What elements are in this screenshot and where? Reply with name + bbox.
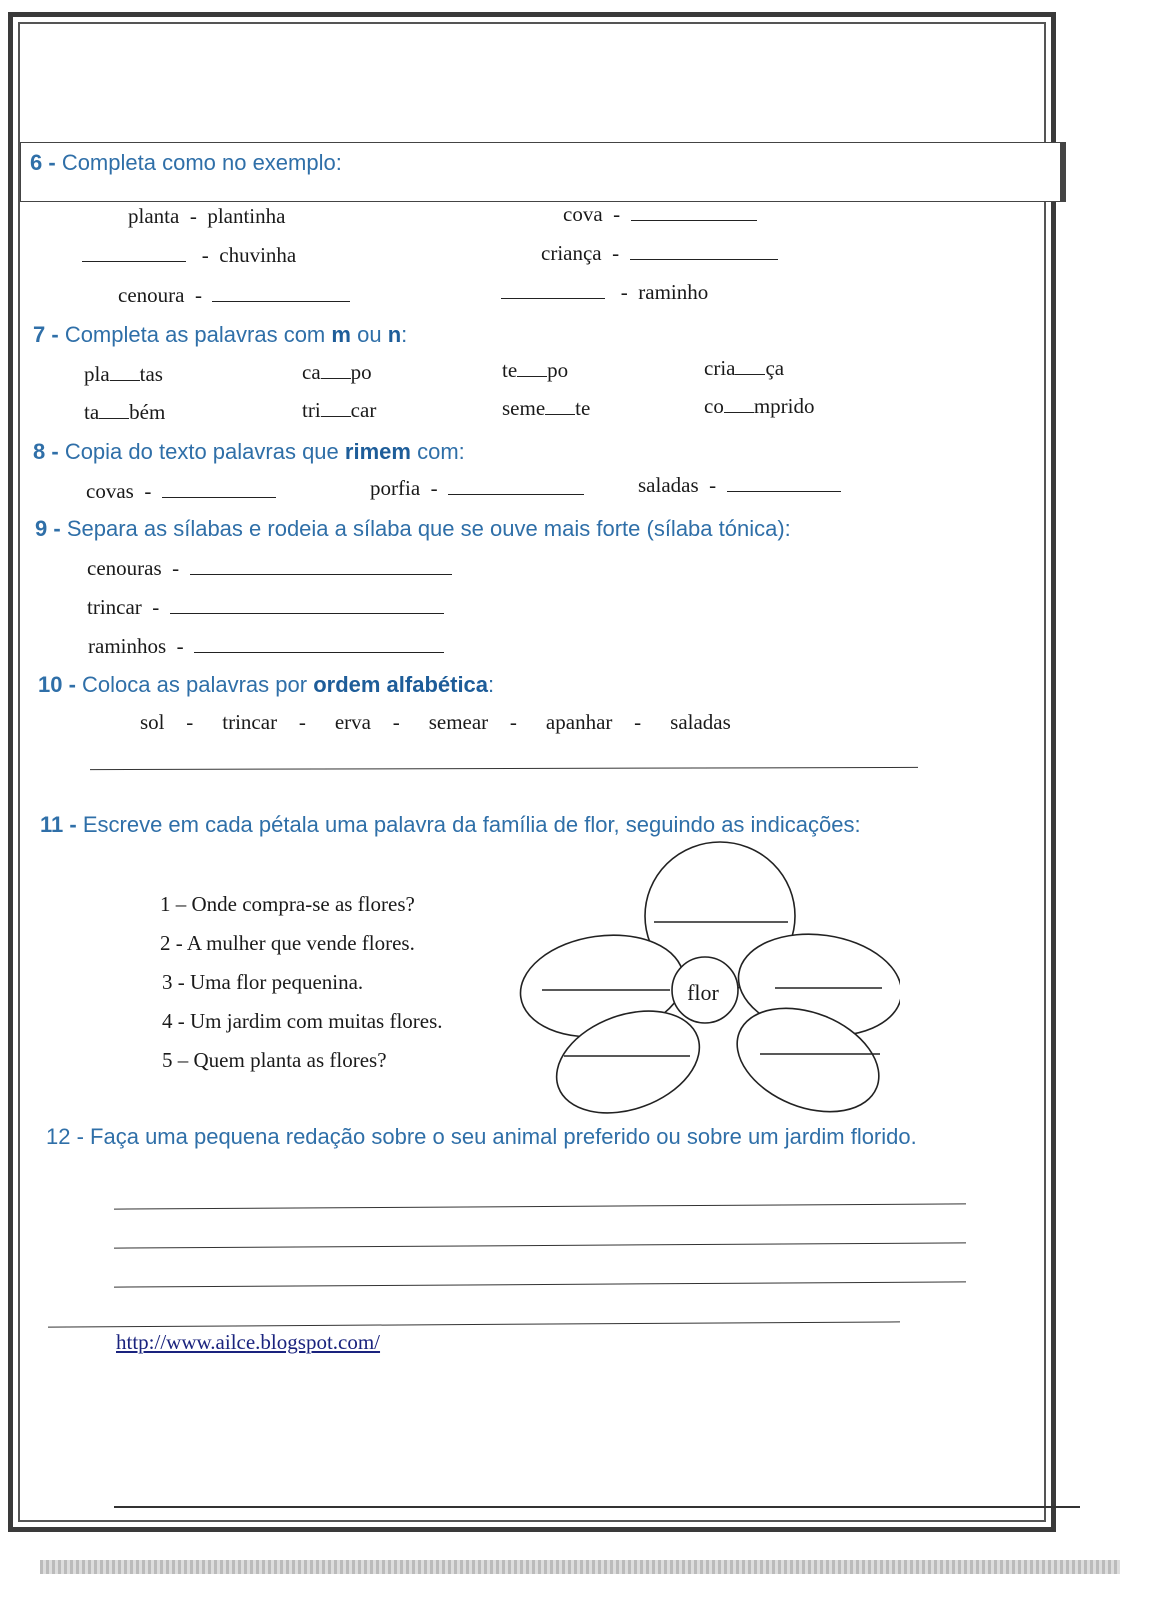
answer-blank[interactable] — [727, 473, 841, 492]
q9-row: trincar - — [87, 595, 444, 620]
q6-row-cenoura: cenoura - — [118, 283, 350, 308]
q11-clue: 2 - A mulher que vende flores. — [160, 931, 415, 955]
letter-blank[interactable] — [321, 360, 351, 379]
q6-row-crianca: criança - — [541, 241, 778, 266]
q11-heading: 11 - Escreve em cada pétala uma palavra da família de flor, seguindo as indicações: — [40, 812, 861, 837]
q8-row-porfia: porfia - — [370, 476, 584, 501]
q12-heading: 12 - Faça uma pequena redação sobre o seu animal preferido ou sobre um jardim florido. — [46, 1124, 917, 1149]
letter-blank[interactable] — [99, 400, 129, 419]
q7-word: cria ça — [704, 356, 785, 380]
q8-row-saladas: saladas - — [638, 473, 841, 498]
answer-blank[interactable] — [170, 595, 444, 614]
q7-word: te po — [502, 358, 569, 382]
answer-blank[interactable] — [448, 476, 584, 495]
q11-clue: 1 – Onde compra-se as flores? — [160, 892, 415, 916]
q7-heading: 7 - Completa as palavras com m ou n: — [33, 322, 408, 347]
footer-rule — [114, 1506, 1080, 1508]
q9-heading: 9 - Separa as sílabas e rodeia a sílaba que se ouve mais forte (sílaba tónica): — [35, 516, 791, 541]
answer-blank[interactable] — [630, 241, 778, 260]
answer-blank[interactable] — [194, 634, 444, 653]
q9-row: raminhos - — [88, 634, 444, 659]
letter-blank[interactable] — [545, 396, 575, 415]
letter-blank[interactable] — [110, 362, 140, 381]
flower-diagram — [510, 840, 900, 1120]
q10-word-list: sol - trincar - erva - semear - apanhar - saladas — [140, 710, 731, 734]
letter-blank[interactable] — [724, 394, 754, 413]
q8-row-covas: covas - — [86, 479, 276, 504]
q6-example-row: planta - plantinha — [128, 204, 286, 228]
q7-word: tri car — [302, 398, 377, 422]
q7-word: pla tas — [84, 362, 163, 386]
q11-clue: 5 – Quem planta as flores? — [162, 1048, 387, 1072]
answer-blank[interactable] — [212, 283, 350, 302]
answer-blank[interactable] — [190, 556, 452, 575]
answer-blank[interactable] — [631, 202, 757, 221]
q7-word: co mprido — [704, 394, 815, 418]
q6-row-chuvinha: - chuvinha — [82, 243, 296, 268]
letter-blank[interactable] — [517, 358, 547, 377]
q7-word: ca po — [302, 360, 372, 384]
q10-heading: 10 - Coloca as palavras por ordem alfabética: — [38, 672, 495, 697]
q6-heading: 6 - Completa como no exemplo: — [30, 150, 342, 175]
letter-blank[interactable] — [735, 356, 765, 375]
q7-word: seme te — [502, 396, 591, 420]
q11-clue: 4 - Um jardim com muitas flores. — [162, 1009, 443, 1033]
q8-heading: 8 - Copia do texto palavras que rimem com: — [33, 439, 465, 464]
source-link[interactable]: http://www.ailce.blogspot.com/ — [116, 1330, 381, 1354]
answer-blank[interactable] — [82, 243, 186, 262]
q6-row-cova: cova - — [563, 202, 757, 227]
answer-blank[interactable] — [501, 280, 605, 299]
q11-clue: 3 - Uma flor pequenina. — [162, 970, 364, 994]
q6-row-raminho: - raminho — [501, 280, 708, 305]
flower-center-label: flor — [687, 980, 719, 1005]
q9-row: cenouras - — [87, 556, 452, 581]
scan-edge-shadow — [40, 1560, 1120, 1574]
q7-word: ta bém — [84, 400, 166, 424]
answer-blank[interactable] — [162, 479, 276, 498]
letter-blank[interactable] — [321, 398, 351, 417]
